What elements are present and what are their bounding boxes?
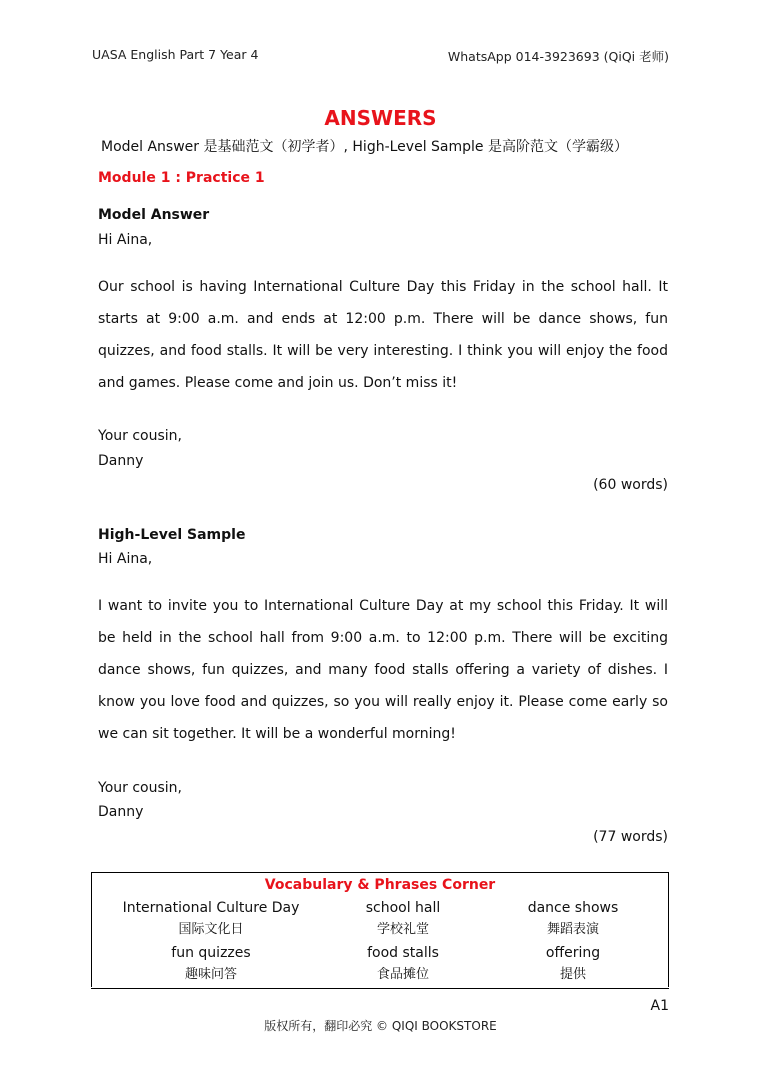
model-body: Our school is having International Culture Day this Friday in the school hall. It starts at 9:00 a.m. and ends at 12:00 p.m. There will be dance shows, fun quizzes, and food stalls. It will be very interesting. I think you will enjoy the food and games. Please come and join us. Don’t miss it!	[98, 279, 668, 391]
high-body: I want to invite you to International Culture Day at my school this Friday. It will be held in the school hall from 9:00 a.m. to 12:00 p.m. There will be exciting dance shows, fun quizzes, and many food stalls offering a variety of dishes. I know you love food and quizzes, so you will really enjoy it. Please come early so we can sit together. It will be a wonderful morning!	[98, 598, 668, 742]
vocab-item: school hall 学校礼堂	[365, 900, 441, 937]
vocab-item: International Culture Day 国际文化日	[122, 900, 300, 937]
model-answer-label: Model Answer	[98, 207, 210, 223]
vocabulary-box	[91, 872, 669, 987]
vocab-item: dance shows 舞蹈表演	[527, 900, 619, 937]
page-title: ANSWERS	[324, 106, 437, 130]
high-closing: Your cousin,	[98, 780, 182, 796]
high-signature: Danny	[98, 804, 144, 820]
model-word-count: (60 words)	[593, 477, 668, 493]
high-word-count: (77 words)	[593, 829, 668, 845]
header-left: UASA English Part 7 Year 4	[92, 47, 259, 62]
module-heading: Module 1 : Practice 1	[98, 170, 265, 186]
page-number: A1	[650, 998, 669, 1014]
page-subtitle: Model Answer 是基础范文（初学者）, High-Level Sample 是高阶范文（学霸级）	[101, 139, 628, 155]
header-right: WhatsApp 014-3923693 (QiQi 老师)	[447, 49, 669, 64]
high-greeting: Hi Aina,	[98, 551, 153, 567]
vocab-item: fun quizzes 趣味问答	[171, 945, 251, 982]
model-signature: Danny	[98, 453, 144, 469]
footer-divider	[91, 988, 669, 989]
vocab-item: food stalls 食品摊位	[367, 945, 439, 982]
model-closing: Your cousin,	[98, 428, 182, 444]
vocab-item: offering 提供	[545, 945, 601, 982]
footer-copyright: 版权所有，翻印必究 © QIQI BOOKSTORE	[264, 1019, 497, 1033]
vocabulary-title: Vocabulary & Phrases Corner	[264, 877, 496, 893]
model-greeting: Hi Aina,	[98, 232, 153, 248]
high-level-label: High-Level Sample	[98, 527, 246, 543]
